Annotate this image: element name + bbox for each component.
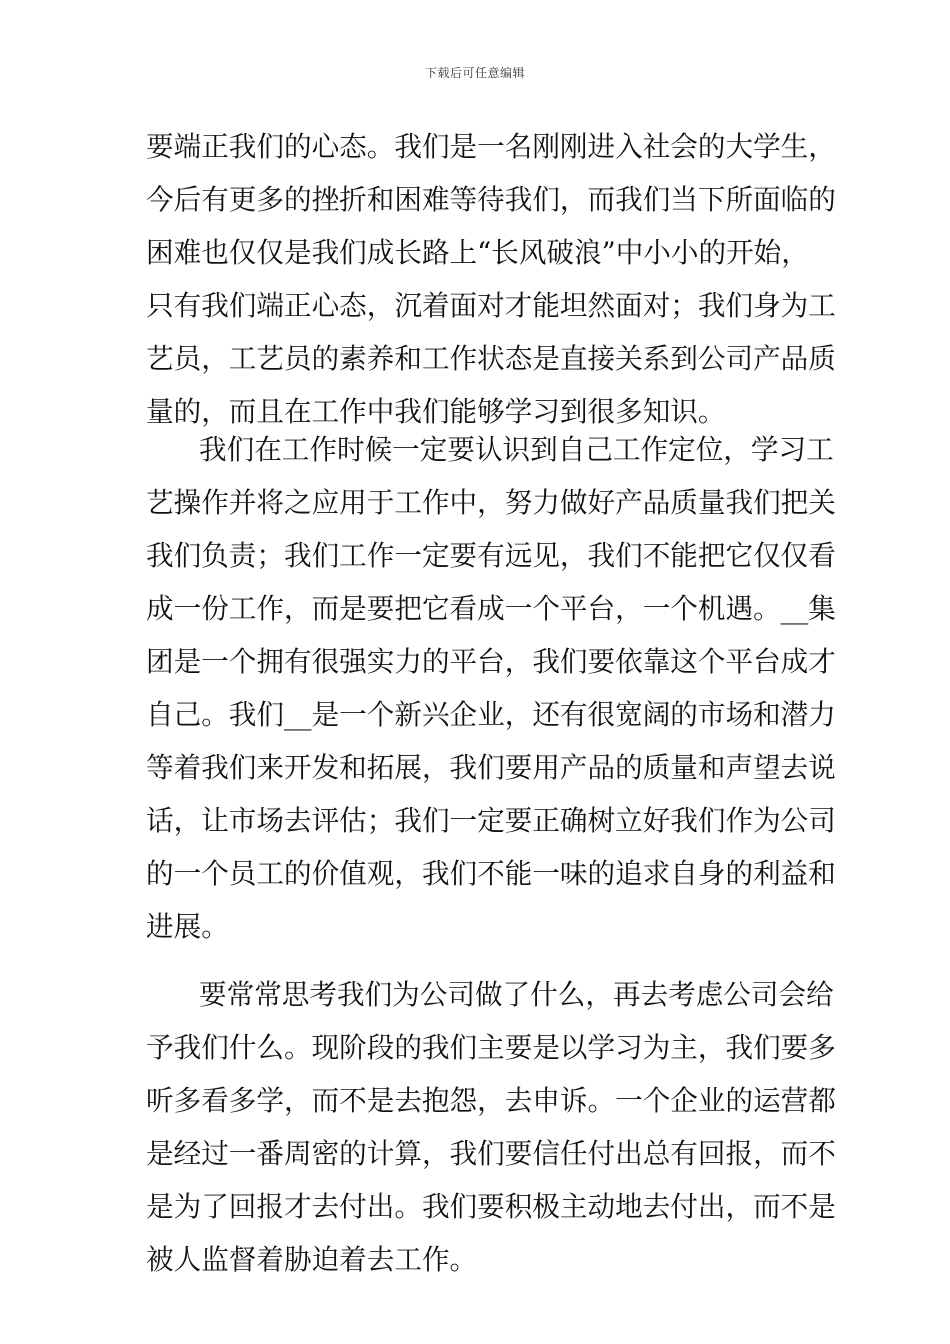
- text-line: 我们负责；我们工作一定要有远见，我们不能把它仅仅看: [146, 539, 836, 572]
- text-line: 是经过一番周密的计算，我们要信任付出总有回报，而不: [146, 1137, 836, 1170]
- text-line: 困难也仅仅是我们成长路上“长风破浪”中小小的开始，: [146, 236, 809, 269]
- text-line: 我们在工作时候一定要认识到自己工作定位，学习工: [199, 433, 834, 466]
- page-header: 下载后可任意编辑: [424, 66, 525, 80]
- text-line: 成一份工作，而是要把它看成一个平台，一个机遇。__集: [146, 592, 836, 625]
- text-line: 听多看多学，而不是去抱怨，去申诉。一个企业的运营都: [146, 1084, 836, 1117]
- text-line: 被人监督着胁迫着去工作。: [146, 1243, 478, 1276]
- text-line: 予我们什么。现阶段的我们主要是以学习为主，我们要多: [146, 1031, 836, 1064]
- text-line: 等着我们来开发和拓展，我们要用产品的质量和声望去说: [146, 751, 836, 784]
- text-line: 艺操作并将之应用于工作中，努力做好产品质量我们把关: [146, 486, 836, 519]
- text-line: 的一个员工的价值观，我们不能一味的追求自身的利益和: [146, 857, 836, 890]
- text-line: 量的，而且在工作中我们能够学习到很多知识。: [146, 395, 726, 428]
- text-line: 今后有更多的挫折和困难等待我们，而我们当下所面临的: [146, 183, 836, 216]
- text-line: 艺员，工艺员的素养和工作状态是直接关系到公司产品质: [146, 342, 836, 375]
- text-line: 是为了回报才去付出。我们要积极主动地去付出，而不是: [146, 1190, 836, 1223]
- text-line: 要常常思考我们为公司做了什么，再去考虑公司会给: [199, 978, 834, 1011]
- text-line: 自己。我们__是一个新兴企业，还有很宽阔的市场和潜力: [146, 698, 836, 731]
- text-line: 要端正我们的心态。我们是一名刚刚进入社会的大学生，: [146, 130, 836, 163]
- text-line: 进展。: [146, 910, 229, 943]
- text-line: 只有我们端正心态，沉着面对才能坦然面对；我们身为工: [146, 289, 836, 322]
- text-line: 话，让市场去评估；我们一定要正确树立好我们作为公司: [146, 804, 836, 837]
- text-line: 团是一个拥有很强实力的平台，我们要依靠这个平台成才: [146, 645, 836, 678]
